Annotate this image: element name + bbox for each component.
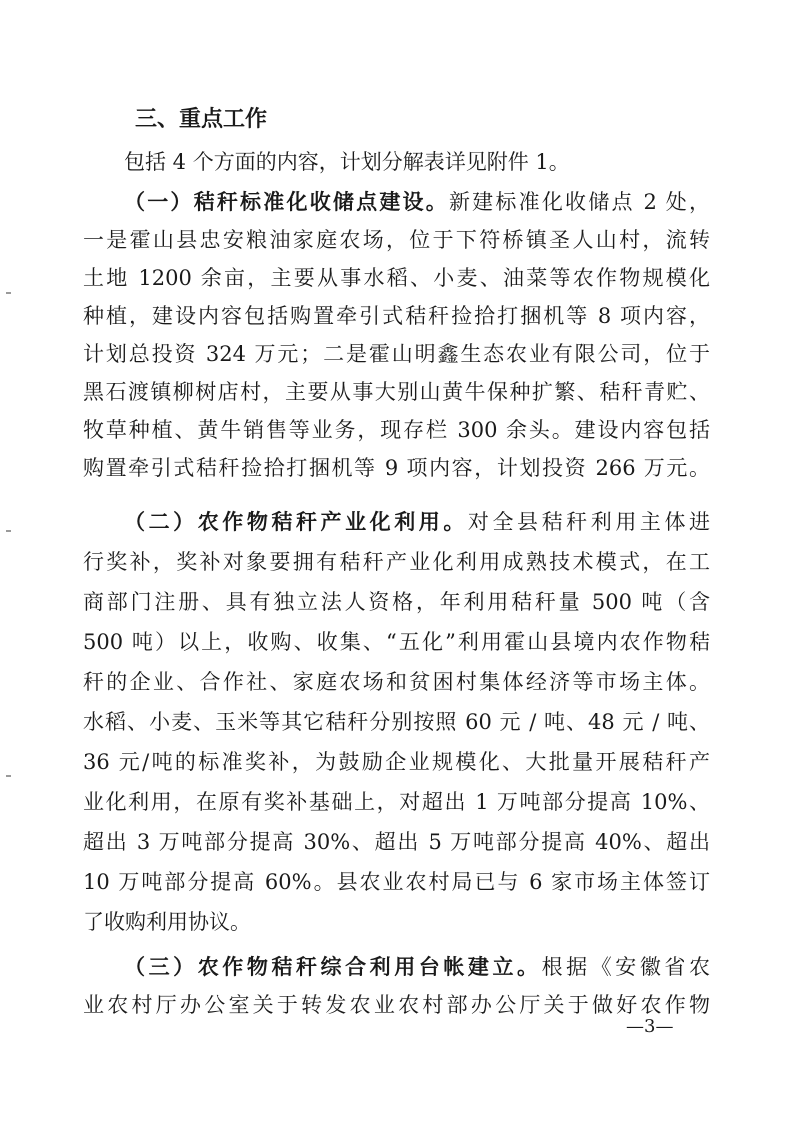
part1-heading: （一）秸秆标准化收储点建设。 [124,190,449,214]
part1-text: 新建标准化收储点 2 处， [448,190,711,214]
part2-line-7: 36 元/吨的标准奖补，为鼓励企业规模化、大批量开展秸秆产 [83,750,710,774]
part1-line-6: 黑石渡镇柳树店村，主要从事大别山黄牛保种扩繁、秸秆青贮、 [83,380,710,404]
part1-line-5: 计划总投资 324 万元；二是霍山明鑫生态农业有限公司，位于 [83,342,710,366]
section-heading: 三、重点工作 [135,107,268,132]
part2-line-9: 超出 3 万吨部分提高 30%、超出 5 万吨部分提高 40%、超出 [83,830,710,854]
part1-line-7: 牧草种植、黄牛销售等业务，现存栏 300 余头。建设内容包括 [83,418,710,442]
scan-mark [6,775,11,777]
part2-line-11: 了收购利用协议。 [83,910,251,934]
part3-text: 根据《安徽省农 [541,955,711,979]
page-number: —3— [626,1016,674,1037]
part1-line-1 [124,187,710,217]
part1-line-4: 种植，建设内容包括购置牵引式秸秆捡拾打捆机等 8 项内容， [83,304,710,328]
part2-line-8: 业化利用，在原有奖补基础上，对超出 1 万吨部分提高 10%、 [83,790,710,814]
part2-line-2: 行奖补，奖补对象要拥有秸秆产业化利用成熟技术模式，在工 [83,550,710,574]
part1-line-8: 购置牵引式秸秆捡拾打捆机等 9 项内容，计划投资 266 万元。 [83,456,710,480]
part3-line-1 [124,952,710,982]
part2-text: 对全县秸秆利用主体进 [467,510,711,534]
part2-line-5: 秆的企业、合作社、家庭农场和贫困村集体经济等市场主体。 [83,670,710,694]
part2-line-1 [124,507,710,537]
scan-mark [6,292,11,294]
part3-line-2: 业农村厅办公室关于转发农业农村部办公厅关于做好农作物 [83,993,710,1017]
part2-line-3: 商部门注册、具有独立法人资格，年利用秸秆量 500 吨（含 [83,590,710,614]
part2-line-10: 10 万吨部分提高 60%。县农业农村局已与 6 家市场主体签订 [83,870,710,894]
part3-heading: （三）农作物秸秆综合利用台帐建立。 [124,955,542,979]
part2-line-6: 水稻、小麦、玉米等其它秸秆分别按照 60 元 / 吨、48 元 / 吨、 [83,710,710,734]
scan-mark [6,530,11,532]
intro-paragraph: 包括 4 个方面的内容，计划分解表详见附件 1。 [124,150,570,174]
part1-line-2: 一是霍山县忠安粮油家庭农场，位于下符桥镇圣人山村，流转 [83,228,710,252]
part2-heading: （二）农作物秸秆产业化利用。 [124,510,468,534]
part2-line-4: 500 吨）以上，收购、收集、“五化”利用霍山县境内农作物秸 [83,630,710,654]
part1-line-3: 土地 1200 余亩，主要从事水稻、小麦、油菜等农作物规模化 [83,266,710,290]
